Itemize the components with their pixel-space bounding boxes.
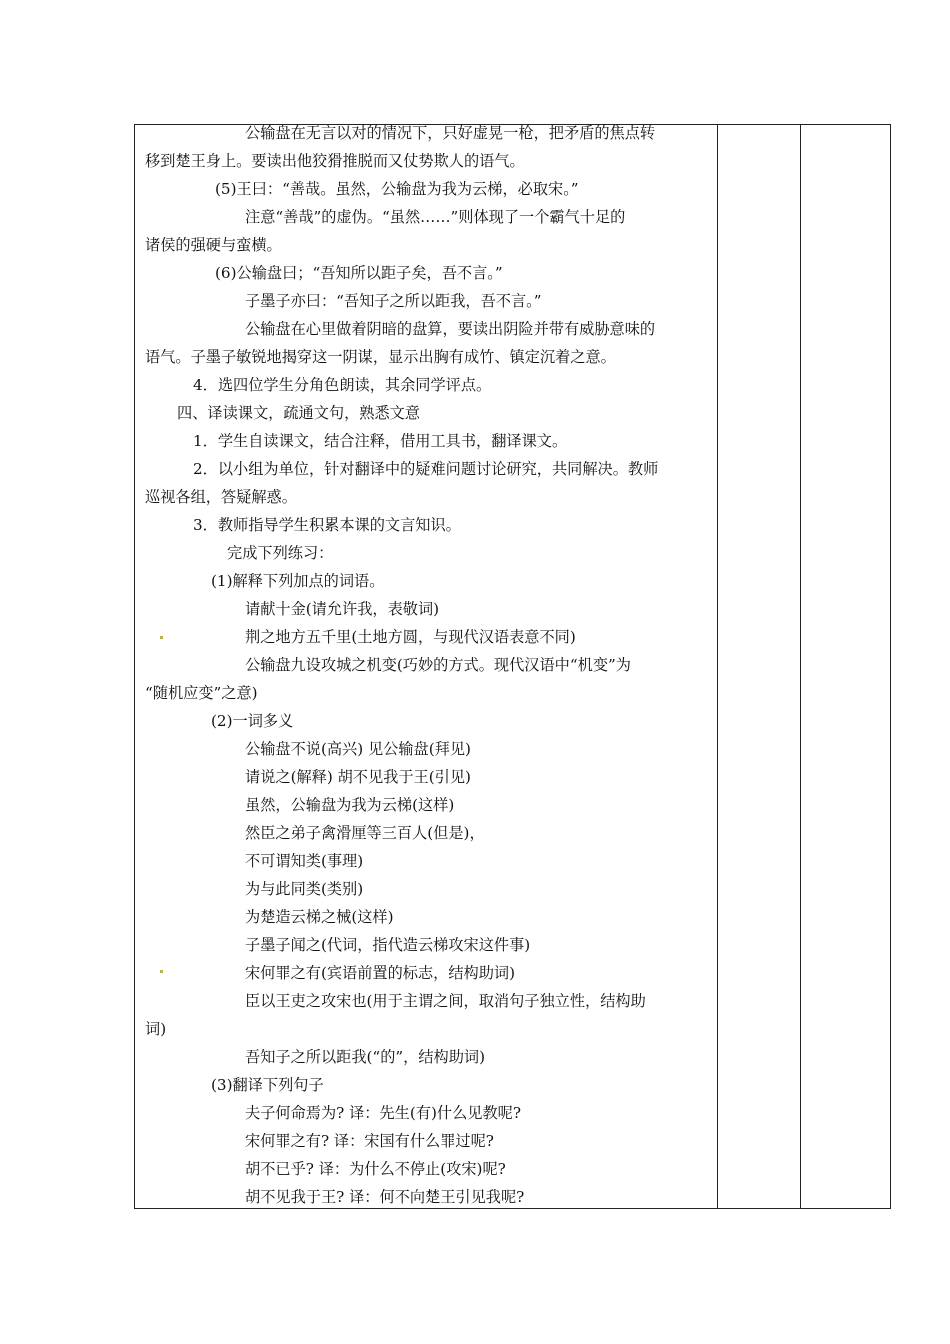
text-line: 胡不见我于王? 译：何不向楚王引见我呢? <box>245 1188 525 1206</box>
column-divider <box>717 125 718 1208</box>
text-line: 巡视各组，答疑解惑。 <box>145 488 297 506</box>
marker-dot <box>160 636 163 639</box>
text-line: 吾知子之所以距我(“的”，结构助词) <box>245 1048 486 1066</box>
text-line: 然臣之弟子禽滑厘等三百人(但是)， <box>245 824 485 842</box>
text-line: 3．教师指导学生积累本课的文言知识。 <box>193 516 461 534</box>
text-line: 移到楚王身上。要读出他狡猾推脱而又仗势欺人的语气。 <box>145 152 525 170</box>
text-line: 语气。子墨子敏锐地揭穿这一阴谋，显示出胸有成竹、镇定沉着之意。 <box>145 348 616 366</box>
text-line: 1．学生自读课文，结合注释，借用工具书，翻译课文。 <box>193 432 568 450</box>
text-line: 宋何罪之有(宾语前置的标志，结构助词) <box>245 964 516 982</box>
text-line: (3)翻译下列句子 <box>211 1076 324 1094</box>
lesson-table <box>134 124 891 1209</box>
text-line: 公输盘不说(高兴) 见公输盘(拜见) <box>245 740 471 758</box>
text-line: 宋何罪之有? 译：宋国有什么罪过呢? <box>245 1132 494 1150</box>
text-line: (6)公输盘曰；“吾知所以距子矣，吾不言。” <box>215 264 503 282</box>
text-line: 为与此同类(类别) <box>245 880 364 898</box>
text-line: 诸侯的强硬与蛮横。 <box>145 236 282 254</box>
text-line: 臣以王吏之攻宋也(用于主谓之间，取消句子独立性，结构助 <box>245 992 646 1010</box>
text-line: 子墨子闻之(代词，指代造云梯攻宋这件事) <box>245 936 531 954</box>
section-heading: 四、译读课文，疏通文句，熟悉文意 <box>177 404 420 422</box>
text-line: 请献十金(请允许我，表敬词) <box>245 600 440 618</box>
text-line: (5)王曰：“善哉。虽然，公输盘为我为云梯，必取宋。” <box>215 180 579 198</box>
text-line: 注意“善哉”的虚伪。“虽然……”则体现了一个霸气十足的 <box>245 208 626 226</box>
text-line: “随机应变”之意) <box>145 684 258 702</box>
text-line: 虽然，公输盘为我为云梯(这样) <box>245 796 455 814</box>
marker-dot <box>160 970 163 973</box>
text-line: (2)一词多义 <box>211 712 294 730</box>
text-line: 词) <box>145 1020 167 1038</box>
text-line: 胡不已乎? 译：为什么不停止(攻宋)呢? <box>245 1160 506 1178</box>
text-line: 公输盘在无言以对的情况下，只好虚晃一枪，把矛盾的焦点转 <box>245 124 656 142</box>
text-line: 子墨子亦曰：“吾知子之所以距我，吾不言。” <box>245 292 542 310</box>
text-line: 完成下列练习： <box>227 544 334 562</box>
text-line: 请说之(解释) 胡不见我于王(引见) <box>245 768 471 786</box>
text-line: 公输盘九设攻城之机变(巧妙的方式。现代汉语中“机变”为 <box>245 656 631 674</box>
text-line: 不可谓知类(事理) <box>245 852 364 870</box>
text-line: 2．以小组为单位，针对翻译中的疑难问题讨论研究，共同解决。教师 <box>193 460 659 478</box>
text-line: 为楚造云梯之械(这样) <box>245 908 394 926</box>
text-line: 公输盘在心里做着阴暗的盘算，要读出阴险并带有威胁意味的 <box>245 320 656 338</box>
text-line: 夫子何命焉为? 译：先生(有)什么见教呢? <box>245 1104 521 1122</box>
text-line: (1)解释下列加点的词语。 <box>211 572 385 590</box>
text-line: 4．选四位学生分角色朗读，其余同学评点。 <box>193 376 492 394</box>
text-line: 荆之地方五千里(土地方圆，与现代汉语表意不同) <box>245 628 576 646</box>
column-divider <box>800 125 801 1208</box>
teaching-content-cell <box>135 125 717 1208</box>
